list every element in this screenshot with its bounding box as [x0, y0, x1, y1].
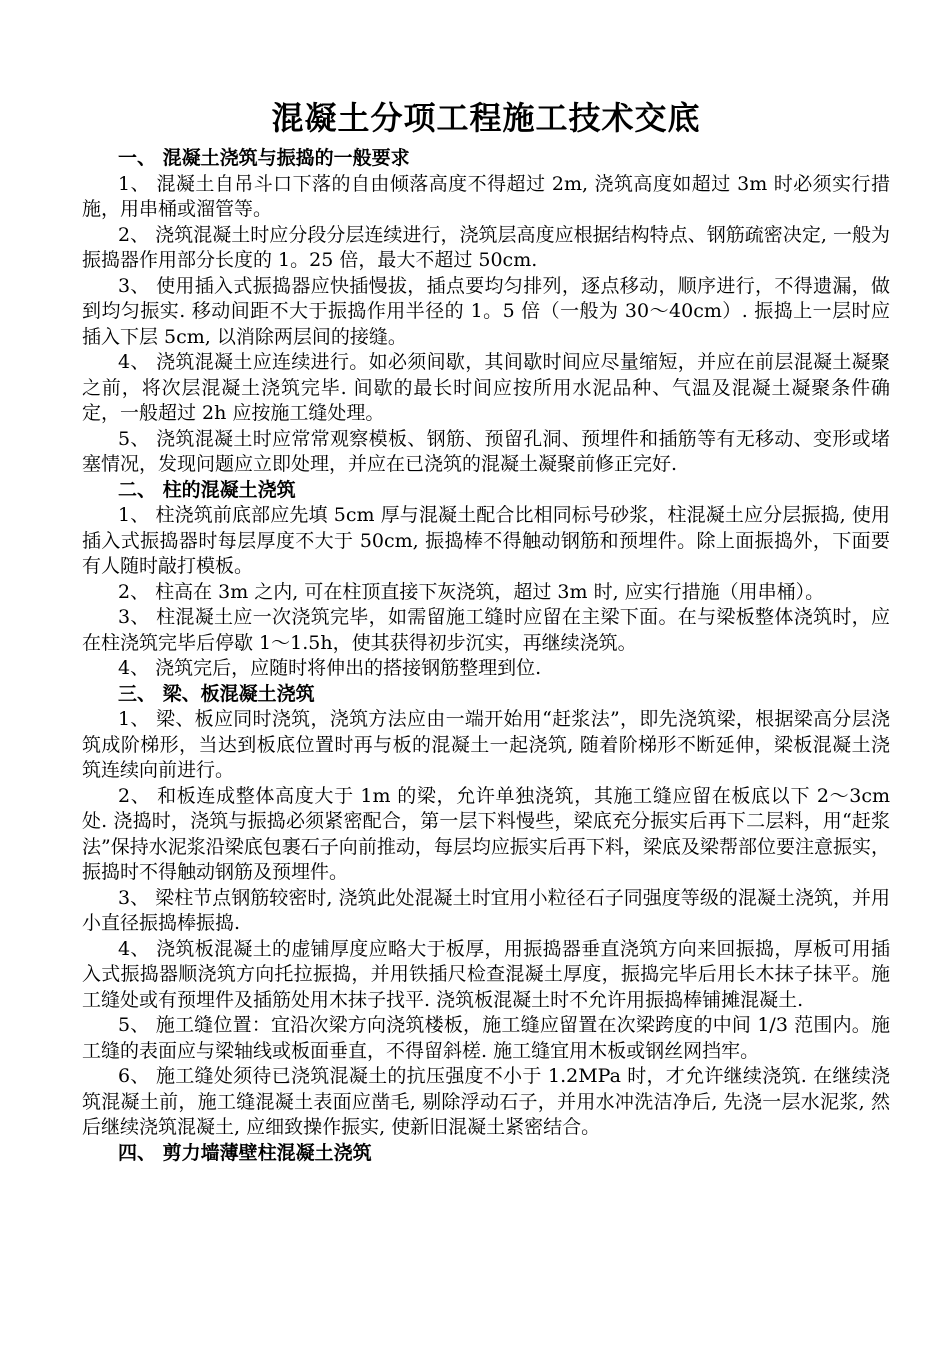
paragraph: 2、 和板连成整体高度大于 1m 的梁，允许单独浇筑，其施工缝应留在板底以下 2～3cm 处. 浇捣时，浇筑与振捣必须紧密配合，第一层下料慢些，梁底充分振实后再下二层料，用“赶浆法”保持水泥浆沿梁底包裹石子向前推动，每层均应振实后再下料，梁底及梁帮部位要注意振实，振捣时不得触动钢筋及预埋件。: [82, 784, 890, 883]
paragraph: 6、 施工缝处须待已浇筑混凝土的抗压强度不小于 1.2MPa 时，才允许继续浇筑. 在继续浇筑混凝土前，施工缝混凝土表面应凿毛, 剔除浮动石子，并用水冲洗洁净后, 先浇一层水泥浆, 然后继续浇筑混凝土, 应细致操作振实, 使新旧混凝土紧密结合。: [82, 1065, 890, 1138]
paragraph: 2、 浇筑混凝土时应分段分层连续进行，浇筑层高度应根据结构特点、钢筋疏密决定, 一般为振捣器作用部分长度的 1。25 倍，最大不超过 50cm.: [82, 223, 890, 271]
paragraph: 1、 梁、板应同时浇筑，浇筑方法应由一端开始用“赶浆法”，即先浇筑梁，根据梁高分层浇筑成阶梯形，当达到板底位置时再与板的混凝土一起浇筑, 随着阶梯形不断延伸，梁板混凝土浇筑连续向前进行。: [82, 708, 890, 781]
document-page: [82, 92, 890, 1166]
section-heading: 一、 混凝土浇筑与振捣的一般要求: [118, 147, 410, 169]
paragraph: 1、 混凝土自吊斗口下落的自由倾落高度不得超过 2m, 浇筑高度如超过 3m 时必须实行措施，用串桶或溜管等。: [82, 172, 890, 220]
paragraph: 5、 施工缝位置：宜沿次梁方向浇筑楼板，施工缝应留置在次梁跨度的中间 1/3 范围内。施工缝的表面应与梁轴线或板面垂直，不得留斜槎. 施工缝宜用木板或钢丝网挡牢。: [82, 1014, 890, 1062]
section-heading: 三、 梁、板混凝土浇筑: [118, 682, 315, 705]
section-heading: 四、 剪力墙薄壁柱混凝土浇筑: [118, 1141, 372, 1164]
section-heading: 二、 柱的混凝土浇筑: [118, 478, 296, 501]
paragraph: 3、 梁柱节点钢筋较密时, 浇筑此处混凝土时宜用小粒径石子同强度等级的混凝土浇筑，并用小直径振捣棒振捣.: [82, 886, 890, 934]
paragraph: 1、 柱浇筑前底部应先填 5cm 厚与混凝土配合比相同标号砂浆，柱混凝土应分层振捣, 使用插入式振捣器时每层厚度不大于 50cm, 振捣棒不得触动钢筋和预埋件。除上面振捣外，下面要有人随时敲打模板。: [82, 504, 890, 577]
section-4: [82, 1141, 890, 1167]
document-title: 混凝土分项工程施工技术交底: [271, 99, 701, 137]
paragraph: 2、 柱高在 3m 之内, 可在柱顶直接下灰浇筑，超过 3m 时, 应实行措施（用串桶）。: [118, 580, 825, 603]
section-2: [82, 478, 890, 682]
section-3: [82, 682, 890, 1141]
section-1: [82, 146, 890, 478]
paragraph: 4、 浇筑完后，应随时将伸出的搭接钢筋整理到位.: [118, 657, 542, 679]
paragraph: 4、 浇筑混凝土应连续进行。如必须间歇，其间歇时间应尽量缩短，并应在前层混凝土凝聚之前，将次层混凝土浇筑完毕. 间歇的最长时间应按所用水泥品种、气温及混凝土凝聚条件确定，一般超过 2h 应按施工缝处理。: [82, 351, 890, 424]
paragraph: 4、 浇筑板混凝土的虚铺厚度应略大于板厚，用振捣器垂直浇筑方向来回振捣，厚板可用插入式振捣器顺浇筑方向托拉振捣，并用铁插尺检查混凝土厚度，振捣完毕后用长木抹子抹平。施工缝处或有预埋件及插筋处用木抹子找平. 浇筑板混凝土时不允许用振捣棒铺摊混凝土.: [82, 937, 890, 1011]
paragraph: 3、 使用插入式振捣器应快插慢拔，插点要均匀排列，逐点移动，顺序进行，不得遗漏，做到均匀振实. 移动间距不大于振捣作用半径的 1。5 倍（一般为 30～40cm）. 振捣上一层时应插入下层 5cm, 以消除两层间的接缝。: [82, 274, 890, 348]
paragraph: 5、 浇筑混凝土时应常常观察模板、钢筋、预留孔洞、预埋件和插筋等有无移动、变形或堵塞情况，发现问题应立即处理，并应在已浇筑的混凝土凝聚前修正完好.: [82, 427, 890, 475]
paragraph: 3、 柱混凝土应一次浇筑完毕，如需留施工缝时应留在主梁下面。在与梁板整体浇筑时，应在柱浇筑完毕后停歇 1～1.5h，使其获得初步沉实，再继续浇筑。: [82, 606, 890, 654]
